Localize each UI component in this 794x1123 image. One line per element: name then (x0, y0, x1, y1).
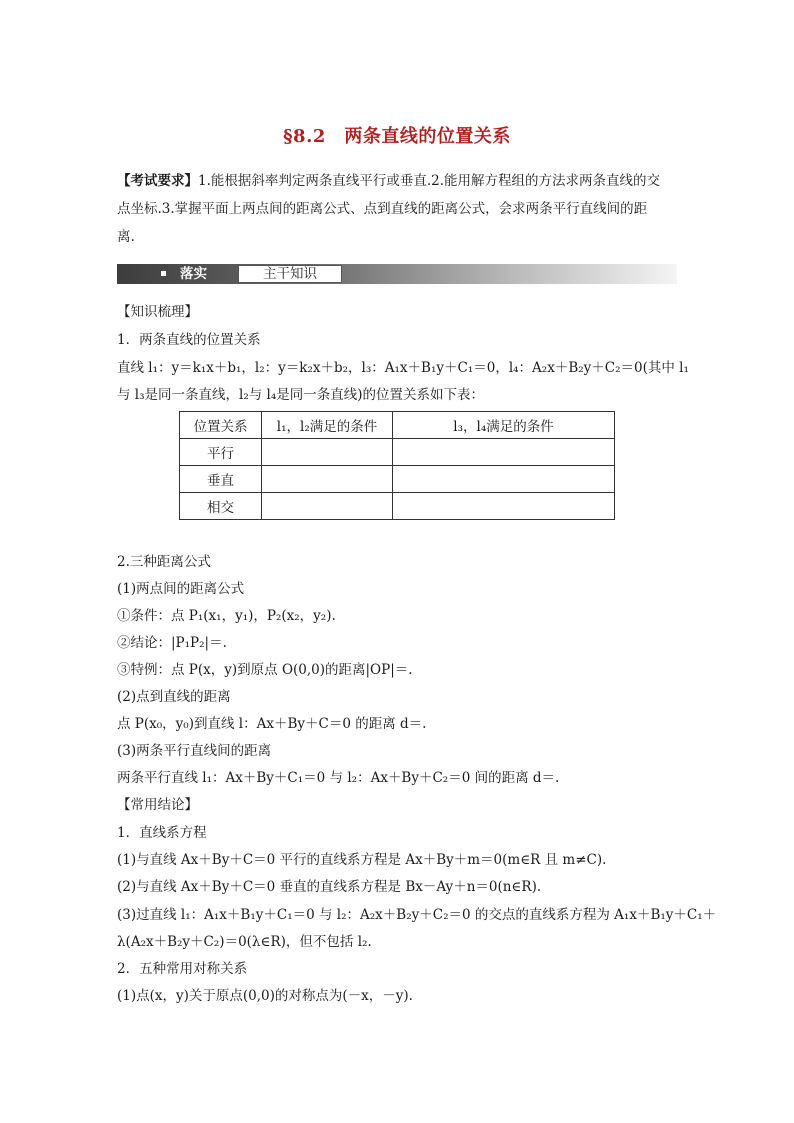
table-header-row (180, 412, 615, 439)
table-cell (393, 493, 615, 520)
conclusion-2-a: (1)点(x，y)关于原点(0,0)的对称点为(－x，－y). (117, 988, 413, 1004)
requirements-line-3: 离. (117, 229, 135, 245)
table-cell (262, 439, 393, 466)
relation-table (179, 411, 615, 520)
table-row (180, 493, 615, 520)
section-banner (117, 264, 677, 284)
conclusion-1-c-line-2: λ(A₂x＋B₂y＋C₂)＝0(λ∈R)，但不包括 l₂. (117, 934, 372, 950)
conclusions-heading: 【常用结论】 (117, 797, 198, 813)
banner-tag (117, 264, 237, 284)
distance-1-title: (1)两点间的距离公式 (117, 581, 245, 597)
table-row (180, 439, 615, 466)
table-cell (262, 493, 393, 520)
page-title: §8.2 两条直线的位置关系 (283, 126, 511, 147)
conclusion-1-a: (1)与直线 Ax＋By＋C＝0 平行的直线系方程是 Ax＋By＋m＝0(m∈R 且 m≠C). (117, 852, 607, 868)
requirements-label: 【考试要求】 (117, 173, 198, 189)
distance-2-title: (2)点到直线的距离 (117, 689, 231, 705)
conclusion-1-title: 1．直线系方程 (117, 825, 207, 841)
table-row-label: 平行 (180, 439, 262, 466)
section-2-title: 2.三种距离公式 (117, 554, 211, 570)
table-cell (393, 466, 615, 493)
requirements-text-1: 1.能根据斜率判定两条直线平行或垂直.2.能用解方程组的方法求两条直线的交 (198, 173, 661, 189)
distance-3-text: 两条平行直线 l₁：Ax＋By＋C₁＝0 与 l₂：Ax＋By＋C₂＝0 间的距离 d＝. (117, 770, 560, 786)
section-1-line-1: 直线 l₁：y＝k₁x＋b₁，l₂：y＝k₂x＋b₂，l₃：A₁x＋B₁y＋C₁＝0，l₄：A₂x＋B₂y＋C₂＝0(其中 l₁ (117, 360, 689, 376)
distance-1-condition: ①条件：点 P₁(x₁，y₁)，P₂(x₂，y₂). (117, 608, 336, 624)
distance-1-special: ③特例：点 P(x，y)到原点 O(0,0)的距离|OP|＝. (117, 662, 413, 678)
knowledge-heading: 【知识梳理】 (117, 304, 198, 320)
table-header-cell: l₃，l₄满足的条件 (393, 412, 615, 439)
distance-2-text: 点 P(x₀，y₀)到直线 l：Ax＋By＋C＝0 的距离 d＝. (117, 716, 427, 732)
requirements-line-2: 点坐标.3.掌握平面上两点间的距离公式、点到直线的距离公式，会求两条平行直线间的距 (117, 201, 648, 217)
conclusion-1-c-line-1: (3)过直线 l₁：A₁x＋B₁y＋C₁＝0 与 l₂：A₂x＋B₂y＋C₂＝0 的交点的直线系方程为 A₁x＋B₁y＋C₁＋ (117, 907, 717, 923)
section-1-title: 1．两条直线的位置关系 (117, 332, 261, 348)
table-row-label: 相交 (180, 493, 262, 520)
distance-3-title: (3)两条平行直线间的距离 (117, 743, 272, 759)
table-row-label: 垂直 (180, 466, 262, 493)
table-header-cell: l₁，l₂满足的条件 (262, 412, 393, 439)
table-cell (393, 439, 615, 466)
conclusion-2-title: 2．五种常用对称关系 (117, 961, 248, 977)
distance-1-conclusion: ②结论：|P₁P₂|＝. (117, 635, 227, 651)
section-1-line-2: 与 l₃是同一条直线，l₂与 l₄是同一条直线)的位置关系如下表： (117, 387, 485, 403)
square-bullet-icon (161, 271, 166, 276)
table-cell (262, 466, 393, 493)
banner-tag-text: 落实 (180, 266, 207, 282)
table-header-cell: 位置关系 (180, 412, 262, 439)
table-row (180, 466, 615, 493)
banner-box: 主干知识 (238, 265, 342, 283)
conclusion-1-b: (2)与直线 Ax＋By＋C＝0 垂直的直线系方程是 Bx－Ay＋n＝0(n∈R). (117, 879, 542, 895)
requirements-line-1 (117, 172, 660, 190)
